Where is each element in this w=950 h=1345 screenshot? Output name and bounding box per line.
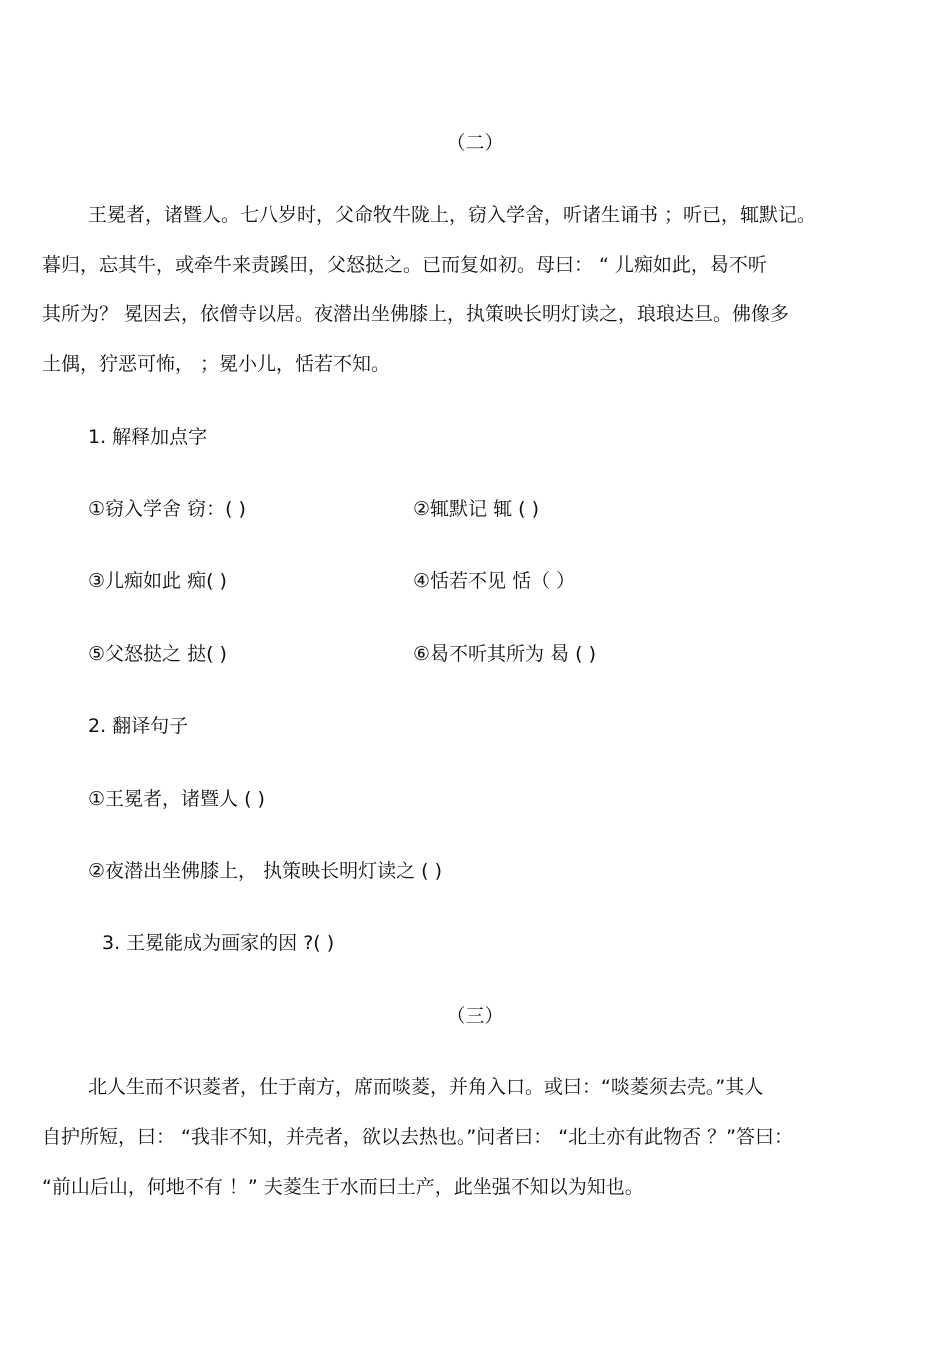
paragraph-line: “前山后山，何地不有 ！” 夫菱生于水而曰土产，此坐强不知以为知也。 — [42, 1176, 644, 1198]
question-2-item: ①王冕者，诸暨人 ( ) — [88, 788, 265, 810]
paragraph-line: 王冕者，诸暨人。七八岁时，父命牧牛陇上，窃入学舍，听诸生诵书 ；听已，辄默记。 — [88, 204, 817, 226]
section-2-heading: （二） — [446, 132, 504, 154]
question-1-item: ③儿痴如此 痴( ) — [88, 570, 227, 592]
section-3-heading: （三） — [446, 1005, 504, 1027]
paragraph-line: 北人生而不识菱者，仕于南方，席而啖菱，并角入口。或曰：“啖菱须去壳。”其人 — [88, 1076, 764, 1098]
question-1-item: ⑤父怒挞之 挞( ) — [88, 643, 227, 665]
paragraph-line: 自护所短，曰： “我非不知，并壳者，欲以去热也。”问者曰： “北土亦有此物否 ？”答曰： — [42, 1126, 793, 1148]
question-2-item: ②夜潜出坐佛膝上， 执策映长明灯读之 ( ) — [88, 860, 442, 882]
paragraph-line: 暮归，忘其牛，或牵牛来责蹊田，父怒挞之。已而复如初。母曰： “ 儿痴如此，曷不听 — [42, 254, 767, 276]
question-1-item: ①窃入学舍 窃：( ) — [88, 498, 246, 520]
paragraph-line: 其所为？ 冕因去，依僧寺以居。夜潜出坐佛膝上，执策映长明灯读之，琅琅达旦。佛像多 — [42, 303, 790, 325]
question-3: 3. 王冕能成为画家的因 ?( ) — [102, 932, 335, 954]
paragraph-line: 土偶，狞恶可怖， ；冕小儿，恬若不知。 — [42, 353, 391, 375]
question-2-title: 2. 翻译句子 — [88, 715, 189, 737]
question-1-item: ②辄默记 辄 ( ) — [413, 498, 539, 520]
question-1-item: ④恬若不见 恬（ ） — [413, 570, 576, 592]
question-1-title: 1. 解释加点字 — [88, 426, 208, 448]
question-1-item: ⑥曷不听其所为 曷 ( ) — [413, 643, 596, 665]
